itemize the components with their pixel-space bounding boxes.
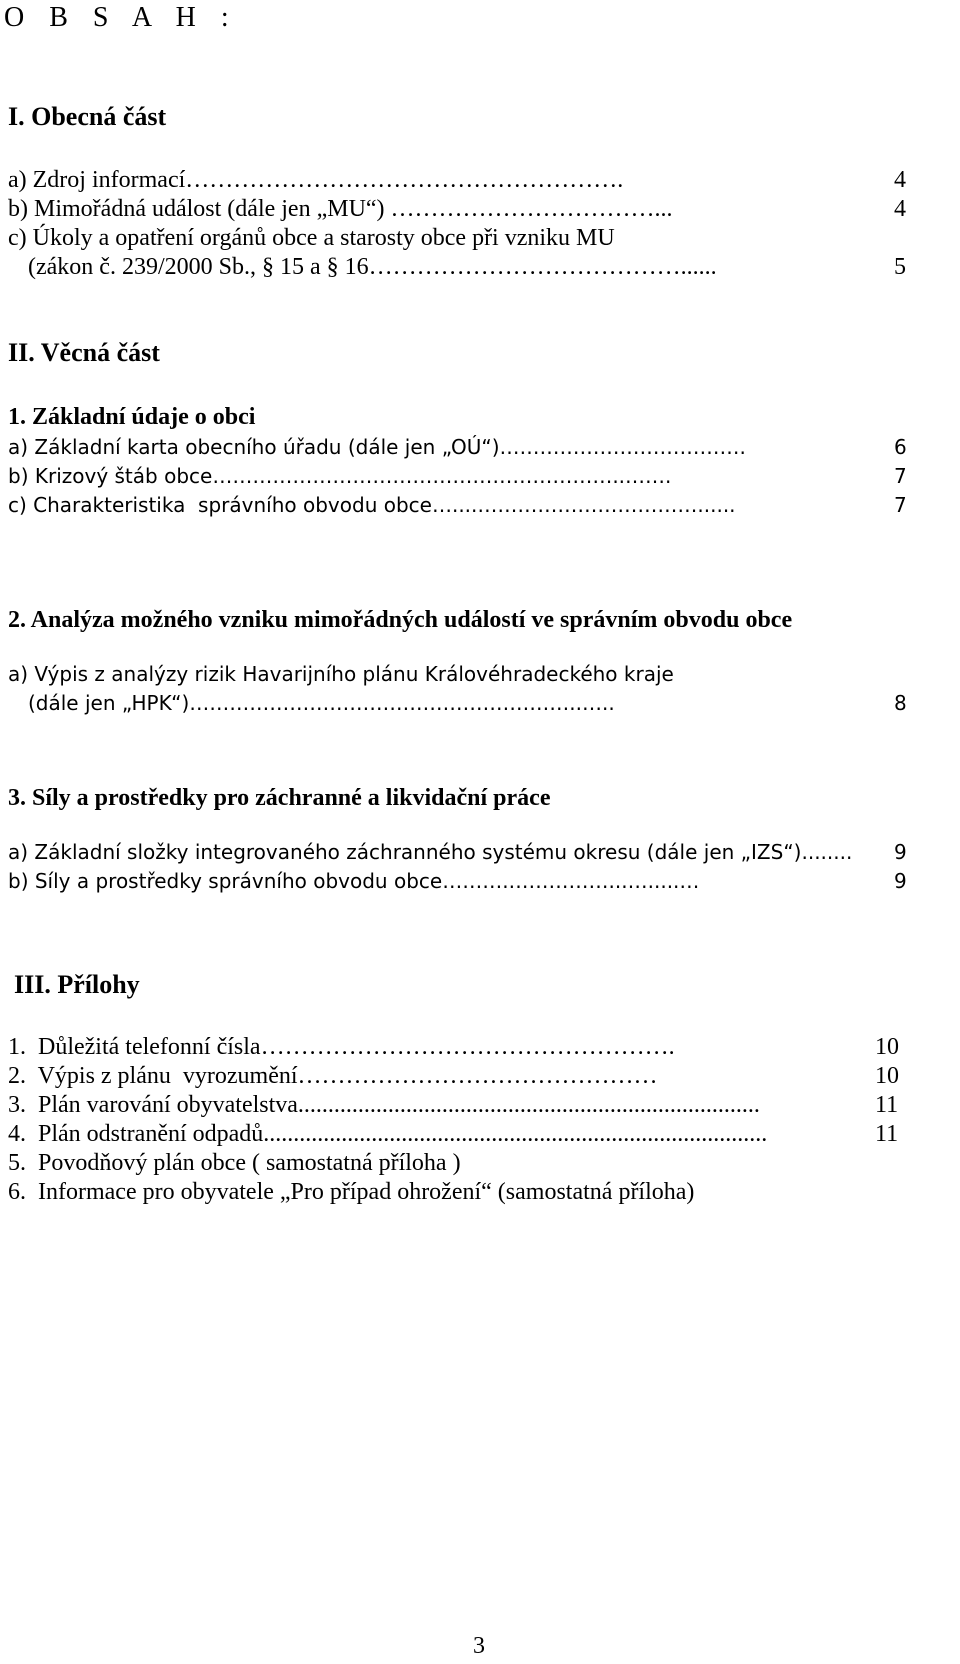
- section-heading-material: II. Věcná část: [8, 338, 160, 367]
- subsection-heading: 3. Síly a prostředky pro záchranné a likvidační práce: [8, 785, 551, 811]
- toc-entry-page: 9: [894, 840, 907, 864]
- appendix-entry-text: 2. Výpis z plánu vyrozumění………………………………………: [8, 1063, 658, 1089]
- document-title: O B S A H :: [4, 2, 238, 33]
- section-heading-appendices: III. Přílohy: [14, 970, 140, 999]
- toc-entry-page: 9: [894, 869, 907, 893]
- page-number: 3: [473, 1633, 485, 1659]
- toc-entry-text: a) Výpis z analýzy rizik Havarijního plánu Královéhradeckého kraje: [8, 662, 674, 686]
- appendix-entry-text: 1. Důležitá telefonní čísla…………………………………………….: [8, 1034, 675, 1060]
- toc-entry-text: a) Základní složky integrovaného záchranného systému okresu (dále jen „IZS“)........: [8, 840, 853, 864]
- toc-entry-page: 5: [894, 254, 906, 280]
- toc-entry-text: b) Krizový štáb obce……………………………………………………..…….: [8, 464, 672, 488]
- toc-entry-page: 4: [894, 196, 906, 222]
- toc-entry-page: 8: [894, 691, 907, 715]
- section-heading-general: I. Obecná část: [8, 102, 167, 131]
- toc-entry-text: (dále jen „HPK“)…………………………………………………..…..: [28, 691, 615, 715]
- toc-entry-text: b) Mimořádná událost (dále jen „MU“) ……………………………...: [8, 196, 673, 222]
- subsection-heading: 1. Základní údaje o obci: [8, 404, 256, 430]
- toc-entry-page: 4: [894, 167, 906, 193]
- appendix-entry-text: 3. Plán varování obyvatelstva.............................................................................: [8, 1092, 760, 1118]
- toc-entry-page: 7: [894, 464, 907, 488]
- appendix-entry-page: 11: [875, 1092, 899, 1118]
- toc-entry-text: (zákon č. 239/2000 Sb., § 15 a § 16…………………………………......: [28, 254, 717, 280]
- appendix-entry-page: 10: [875, 1063, 899, 1089]
- toc-entry-page: 7: [894, 493, 907, 517]
- toc-entry-text: b) Síly a prostředky správního obvodu obce……….……………...….....…: [8, 869, 700, 893]
- appendix-entry-text: 5. Povodňový plán obce ( samostatná příloha ): [8, 1150, 461, 1176]
- appendix-entry-text: 6. Informace pro obyvatele „Pro případ ohrožení“ (samostatná příloha): [8, 1179, 695, 1205]
- toc-entry-text: c) Úkoly a opatření orgánů obce a starosty obce při vzniku MU: [8, 225, 615, 251]
- appendix-entry-page: 11: [875, 1121, 899, 1147]
- subsection-heading: 2. Analýza možného vzniku mimořádných událostí ve správním obvodu obce: [8, 607, 793, 633]
- toc-entry-text: c) Charakteristika správního obvodu obce…....……………………………......: [8, 493, 736, 517]
- appendix-entry-page: 10: [875, 1034, 899, 1060]
- toc-entry-text: a) Základní karta obecního úřadu (dále jen „OÚ“)……………………………….: [8, 435, 746, 459]
- appendix-entry-text: 4. Plán odstranění odpadů....................................................................................: [8, 1121, 768, 1147]
- toc-entry-text: a) Zdroj informací……………………………………………….: [8, 167, 624, 193]
- toc-entry-page: 6: [894, 435, 907, 459]
